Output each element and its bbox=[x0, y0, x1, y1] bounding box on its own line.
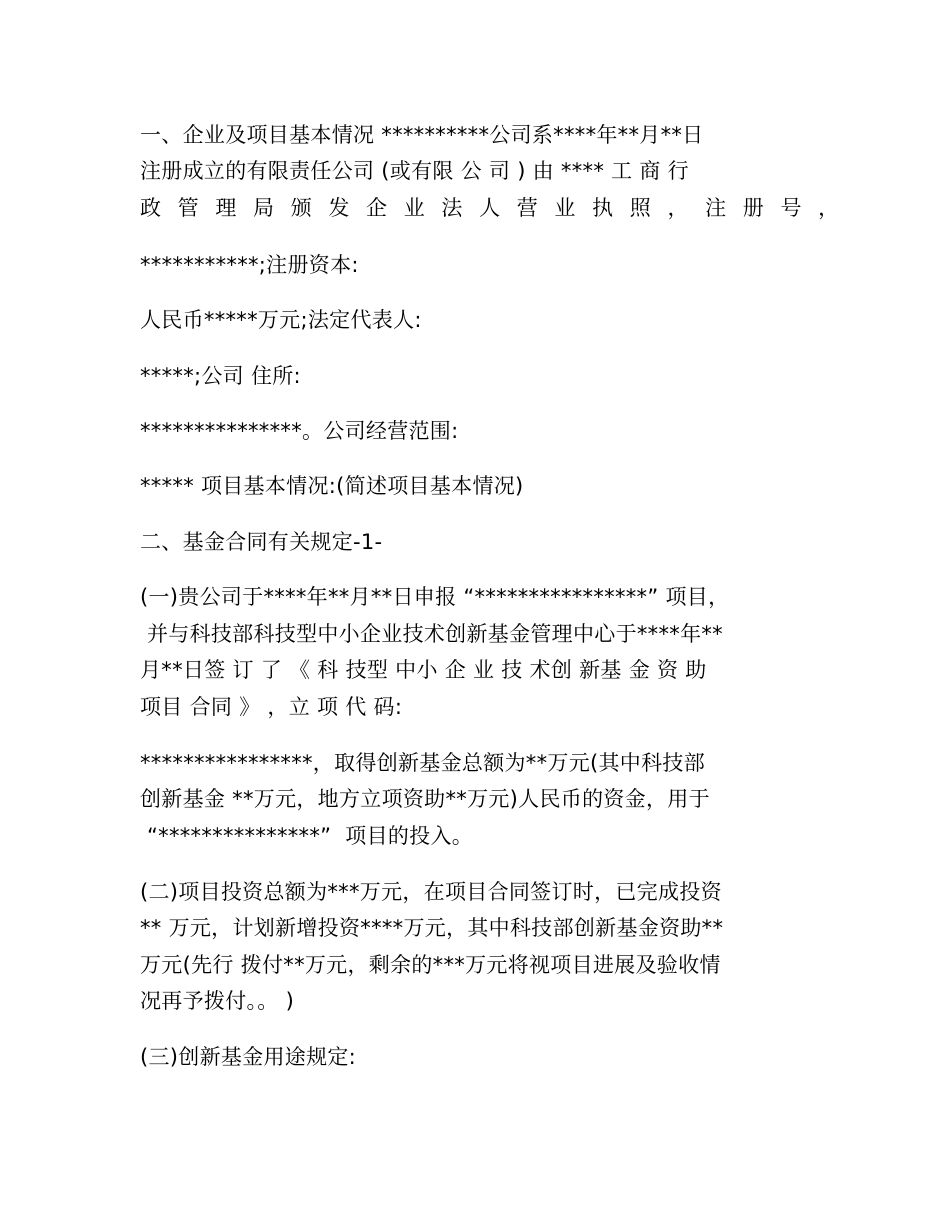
text-line-21: (三)创新基金用途规定: bbox=[140, 1045, 357, 1069]
text-line-7: ***************。公司经营范围: bbox=[140, 419, 459, 443]
section-heading-2: 二、基金合同有关规定-1- bbox=[140, 530, 383, 554]
text-line-10: (一)贵公司于****年**月**日申报 “****************” 项目， bbox=[140, 585, 730, 609]
text-line-14: ****************，取得创新基金总额为**万元(其中科技部 bbox=[140, 751, 705, 775]
text-line-5: 人民币*****万元;法定代表人: bbox=[140, 308, 422, 332]
text-line-18: ** 万元，计划新增投资****万元，其中科技部创新基金资助** bbox=[140, 916, 724, 940]
text-line-6: *****;公司 住所: bbox=[140, 364, 301, 388]
text-line-1: 一、企业及项目基本情况 **********公司系****年**月**日 bbox=[140, 123, 704, 147]
text-line-3: 政 管 理 局 颁 发 企 业 法 人 营 业 执 照 ， 注 册 号 ， bbox=[140, 196, 845, 220]
text-line-4: ***********;注册资本: bbox=[140, 253, 359, 277]
text-line-12: 月**日签 订 了 《 科 技型 中小 企 业 技 术创 新基 金 资 助 bbox=[140, 658, 707, 682]
text-line-8: ***** 项目基本情况:(简述项目基本情况) bbox=[140, 474, 524, 498]
text-line-2: 注册成立的有限责任公司 (或有限 公 司 ) 由 **** 工 商 行 bbox=[140, 159, 689, 183]
text-line-15: 创新基金 **万元，地方立项资助**万元)人民币的资金，用于 bbox=[140, 787, 710, 811]
text-line-11: 并与科技部科技型中小企业技术创新基金管理中心于****年** bbox=[140, 622, 723, 646]
text-line-19: 万元(先行 拨付**万元，剩余的***万元将视项目进展及验收情 bbox=[140, 953, 721, 977]
text-line-17: (二)项目投资总额为***万元，在项目合同签订时，已完成投资 bbox=[140, 880, 722, 904]
text-line-16: “***************” 项目的投入。 bbox=[140, 824, 474, 848]
text-line-13: 项目 合同 》 ，立 项 代 码: bbox=[140, 695, 403, 719]
text-line-20: 况再予拨付。。 ) bbox=[140, 989, 295, 1013]
